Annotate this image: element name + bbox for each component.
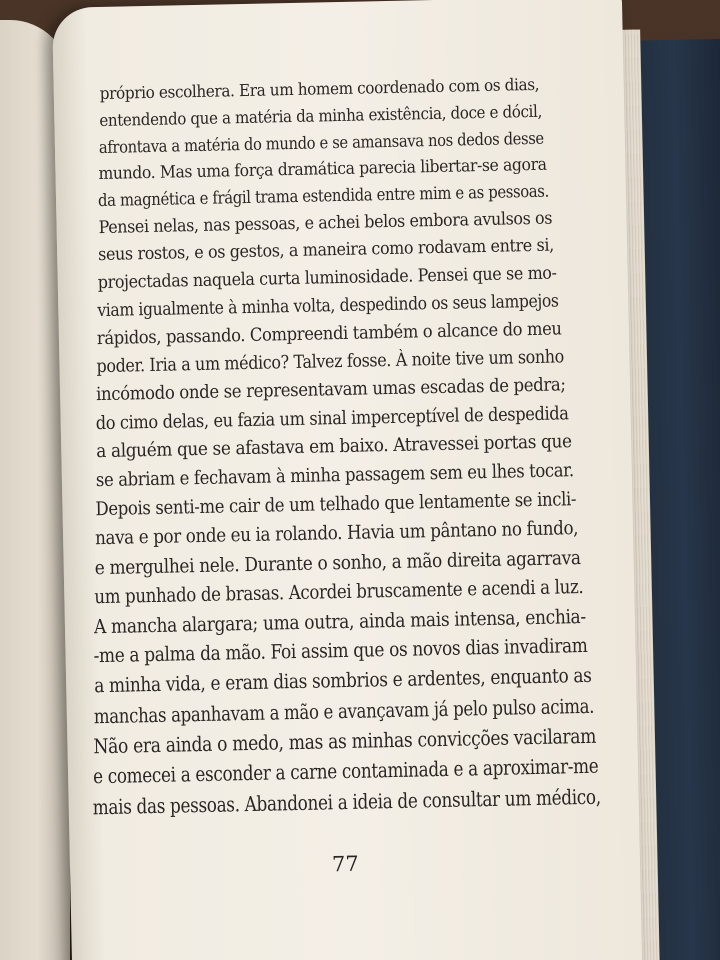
text-line: do cimo delas, eu fazia um sinal imperceptível de despedida [95,402,570,434]
text-line: incómodo onde se representavam umas escadas de pedra; [96,374,567,406]
text-line: mais das pessoas. Abandonei a ideia de consultar um médico, [92,784,601,819]
text-line: -me a palma da mão. Foi assim que os novos dias invadiram [93,634,589,668]
text-line: viam igualmente à minha volta, despedindo os seus lampejos [97,290,559,322]
text-line: a alguém que se afastava em baixo. Atravessei portas que [95,431,572,463]
text-line: manchas apanhavam a mão e avançavam já pelo pulso acima. [93,693,594,729]
text-line: projectadas naquela curta luminosidade. Pensei que se mo- [97,263,557,293]
text-line: se abriam e fechavam à minha passagem sem eu lhes tocar. [95,459,574,491]
text-line: A mancha alargara; uma outra, ainda mais intensa, enchia- [93,604,587,639]
text-line: a minha vida, e eram dias sombrios e ardentes, enquanto as [93,663,592,698]
text-line: Depois senti-me cair de um telhado que lentamente se incli- [95,488,577,521]
text-line: afrontava a matéria do mundo e se amansava nos dedos desse [98,127,545,158]
book-page [52,0,642,960]
text-line: entendendo que a matéria da minha existência, doce e dócil, [99,101,543,130]
text-line: Não era ainda o medo, mas as minhas convicções vacilaram [92,723,597,759]
text-line: e comecei a esconder a carne contaminada e a aproximar-me [92,753,599,789]
text-line: poder. Iria a um médico? Talvez fosse. À noite tive um sonho [96,346,565,378]
text-line: rápidos, passando. Compreendi também o alcance do meu [96,318,562,350]
body-text [78,71,601,819]
text-line: da magnética e frágil trama estendida entre mim e as pessoas. [98,181,550,212]
text-line: próprio escolhera. Era um homem coordenado com os dias, [99,74,540,104]
text-line: Pensei nelas, nas pessoas, e achei belos embora avulsos os [98,208,552,239]
page-number: 77 [331,851,359,877]
text-line: mundo. Mas uma força dramática parecia libertar-se agora [98,154,548,185]
text-line: seus rostos, e os gestos, a maneira como rodavam entre si, [97,235,554,266]
text-line: nava e por onde eu ia rolando. Havia um pântano no fundo, [94,517,579,550]
text-line: um punhado de brasas. Acordei bruscamente e acendi a luz. [94,575,584,609]
text-line: e mergulhei nele. Durante o sonho, a mão direita agarrava [94,546,581,580]
